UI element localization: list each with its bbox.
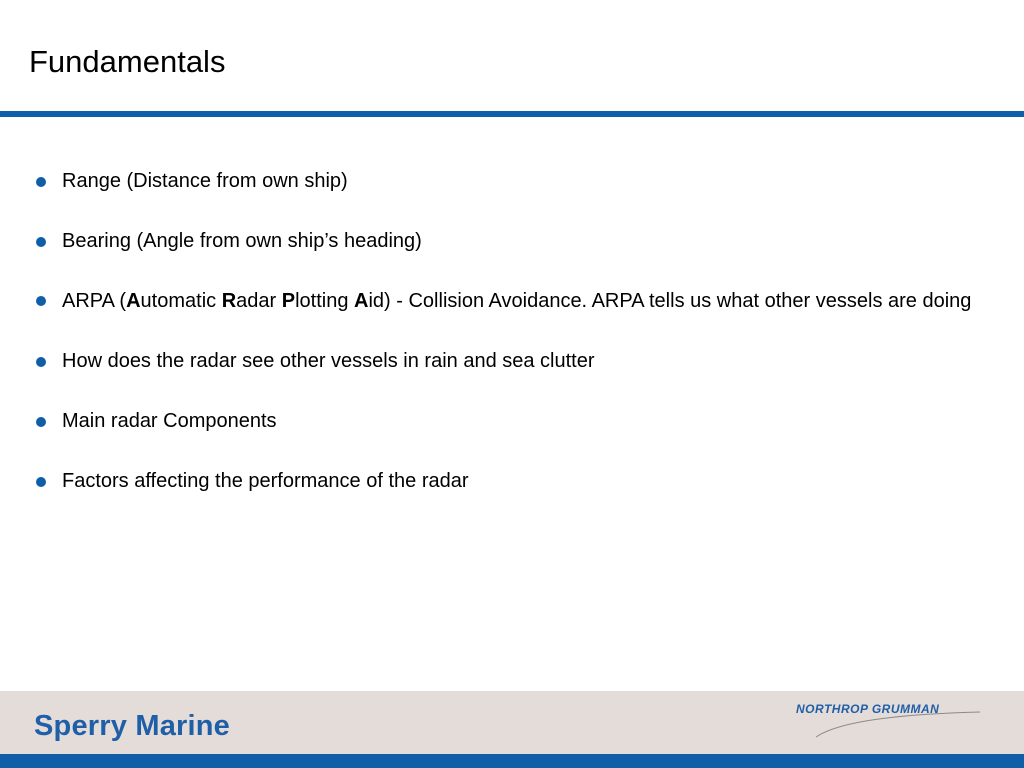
bullet-icon	[36, 177, 46, 187]
brand-logo: Sperry Marine	[34, 710, 231, 742]
bullet-icon	[36, 417, 46, 427]
bullet-text-part: ARPA (	[62, 290, 127, 312]
bullet-icon	[36, 357, 46, 367]
bullet-text-part-bold: A	[126, 290, 141, 312]
bullet-text-part: adar	[236, 290, 282, 312]
bullet-text: Bearing (Angle from own ship’s heading)	[62, 230, 422, 252]
bullet-list	[36, 166, 976, 526]
bullet-item-bearing	[36, 226, 976, 256]
bullet-text: How does the radar see other vessels in rain and sea clutter	[62, 350, 595, 372]
bullet-icon	[36, 477, 46, 487]
bullet-text-part: id) - Collision Avoidance. ARPA tells us what other vessels are doing	[368, 290, 972, 312]
slide-title: Fundamentals	[29, 44, 226, 79]
northrop-grumman-logo	[796, 700, 986, 742]
bullet-text: Main radar Components	[62, 410, 277, 432]
bullet-text: Range (Distance from own ship)	[62, 170, 348, 192]
bullet-text	[62, 290, 971, 312]
bullet-text-part-bold: A	[354, 290, 369, 312]
footer-divider	[0, 754, 1024, 768]
bullet-text: Factors affecting the performance of the radar	[62, 470, 469, 492]
bullet-item-factors	[36, 466, 976, 496]
bullet-text-part-bold: P	[281, 290, 296, 312]
bullet-text-part: utomatic	[140, 290, 222, 312]
bullet-icon	[36, 237, 46, 247]
bullet-item-clutter	[36, 346, 976, 376]
bullet-item-range	[36, 166, 976, 196]
bullet-item-components	[36, 406, 976, 436]
bullet-text-part: lotting	[295, 290, 355, 312]
title-divider	[0, 111, 1024, 117]
bullet-text-part-bold: R	[221, 290, 237, 312]
bullet-icon	[36, 296, 46, 306]
bullet-item-arpa	[36, 275, 976, 327]
partner-logo-text: NORTHROP GRUMMAN	[796, 702, 940, 716]
